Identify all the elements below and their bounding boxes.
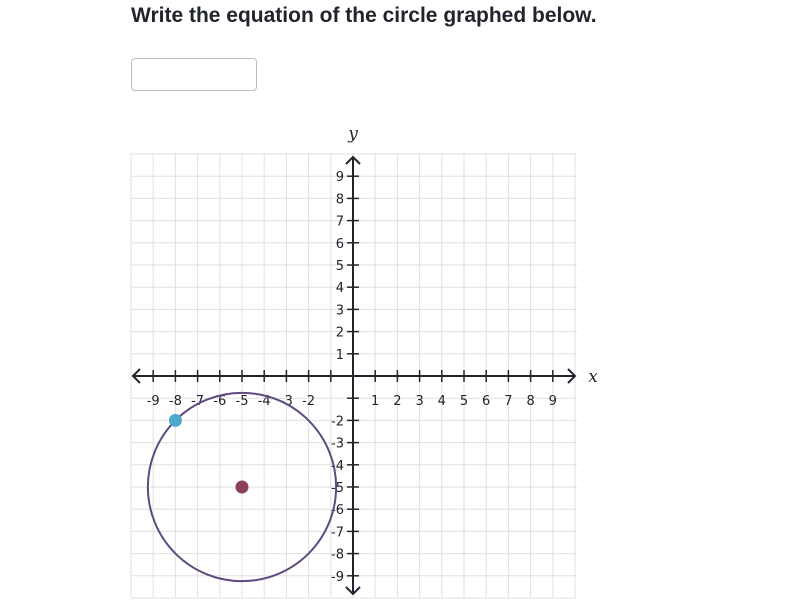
y-tick-label: 6 (335, 236, 344, 252)
y-tick-label: -4 (331, 458, 344, 474)
x-tick-label: 6 (482, 394, 491, 409)
y-tick-label: -3 (331, 436, 344, 452)
x-tick-label: -9 (146, 394, 160, 409)
x-tick-label: 4 (437, 394, 446, 409)
y-tick-label: 4 (335, 281, 344, 297)
question-prompt: Write the equation of the circle graphed below. (131, 4, 597, 27)
y-tick-label: -5 (331, 481, 344, 496)
x-tick-label: 2 (393, 394, 402, 409)
y-tick-label: 5 (335, 259, 344, 274)
x-tick-label: -6 (213, 394, 227, 409)
y-tick-label: 3 (335, 303, 344, 319)
x-tick-label: 7 (504, 394, 513, 409)
x-tick-label: -2 (302, 394, 316, 409)
y-tick-label: -9 (331, 569, 344, 585)
y-tick-label: -8 (331, 547, 344, 563)
x-tick-label: -4 (257, 394, 271, 409)
tick-labels (147, 170, 557, 585)
y-tick-label: 2 (335, 325, 344, 341)
circle-center-point[interactable] (236, 481, 249, 494)
y-axis-label: y (348, 124, 358, 144)
x-tick-label: 3 (415, 394, 424, 409)
y-tick-label: 8 (335, 192, 344, 208)
y-tick-label: 1 (335, 347, 344, 363)
circle-edge-point[interactable] (169, 414, 182, 427)
x-tick-label: 8 (526, 394, 535, 409)
y-tick-label: 9 (335, 170, 344, 186)
x-tick-label: -5 (235, 394, 249, 409)
x-tick-label: -7 (191, 394, 205, 409)
x-tick-label: 1 (371, 394, 380, 409)
x-tick-label: -8 (168, 394, 182, 409)
y-tick-label: 7 (335, 214, 344, 230)
x-axis-label: x (588, 367, 598, 387)
x-tick-label: 5 (459, 394, 469, 409)
y-tick-label: -2 (331, 414, 344, 430)
x-tick-label: -3 (279, 394, 293, 409)
x-tick-label: 9 (548, 394, 557, 409)
y-tick-label: -6 (331, 503, 344, 519)
y-tick-label: -7 (331, 525, 344, 541)
